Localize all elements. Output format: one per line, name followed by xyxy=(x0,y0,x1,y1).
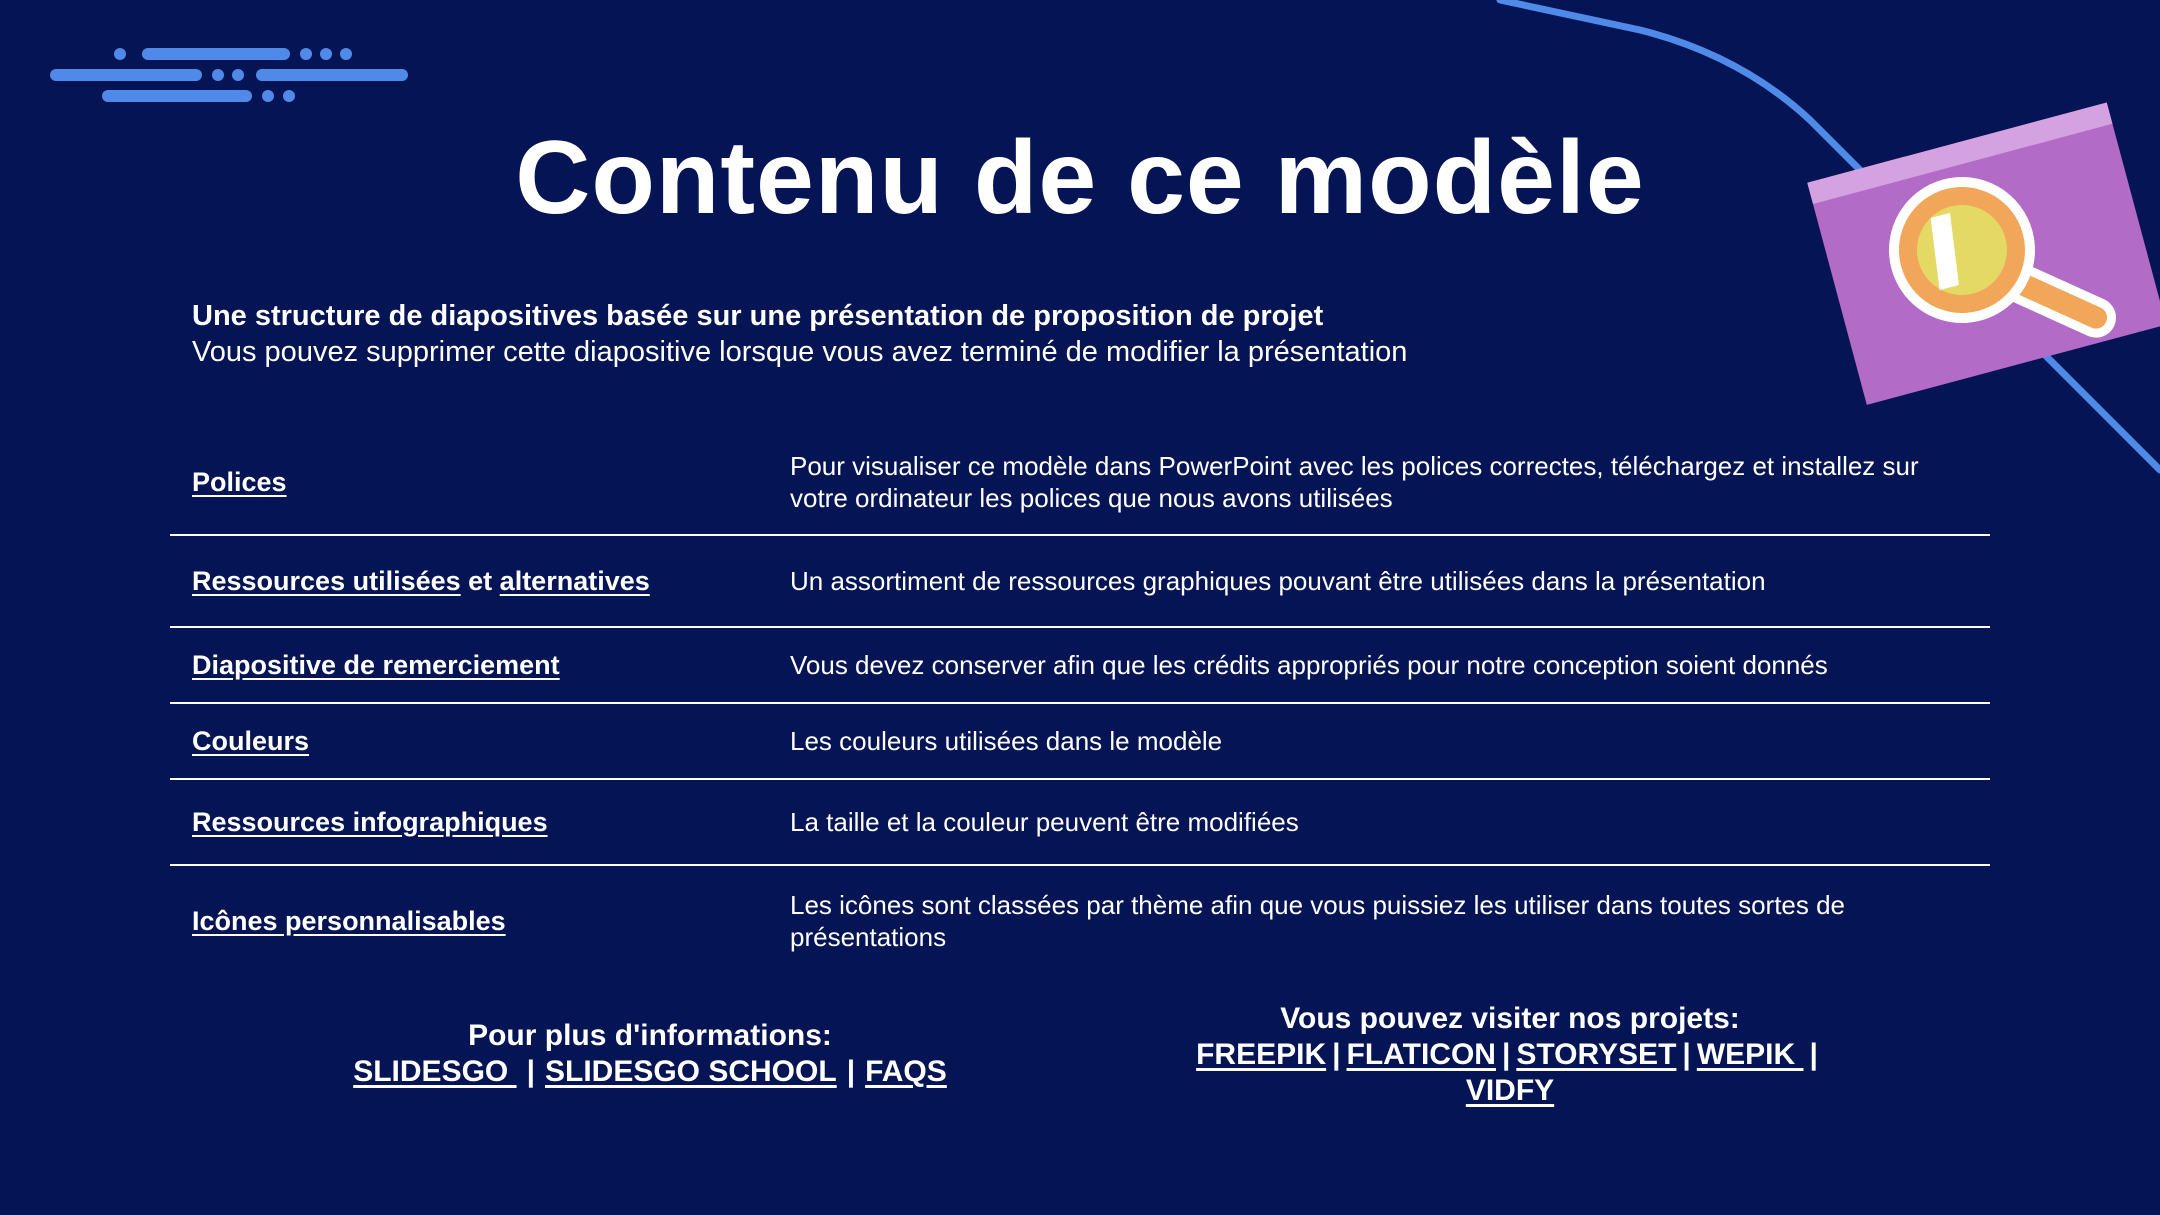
resources-used-link[interactable]: Ressources utilisées xyxy=(192,565,461,596)
row-label xyxy=(170,650,790,681)
thanks-slide-link[interactable]: Diapositive de remerciement xyxy=(192,649,560,680)
row-description: La taille et la couleur peuvent être modifiées xyxy=(790,807,1299,837)
row-description: Pour visualiser ce modèle dans PowerPoint avec les polices correctes, téléchargez et installez sur votre ordinateur les polices que nous avons utilisées xyxy=(790,451,1919,513)
infographic-resources-link[interactable]: Ressources infographiques xyxy=(192,806,548,837)
fonts-link[interactable]: Polices xyxy=(192,466,287,497)
table-row xyxy=(170,536,1990,628)
projects-heading: Vous pouvez visiter nos projets: xyxy=(1280,1002,1740,1035)
projects-links-second-line xyxy=(1130,1073,1890,1109)
link-separator: | xyxy=(526,1055,535,1088)
more-info-heading: Pour plus d'informations: xyxy=(468,1019,832,1052)
custom-icons-link[interactable]: Icônes personnalisables xyxy=(192,905,506,936)
row-description: Les icônes sont classées par thème afin que vous puissiez les utiliser dans toutes sortes de présentations xyxy=(790,890,1846,952)
table-row xyxy=(170,430,1990,536)
row-label xyxy=(170,566,790,597)
content-table xyxy=(170,430,1990,976)
flaticon-link[interactable]: FLATICON xyxy=(1346,1038,1496,1071)
table-row xyxy=(170,780,1990,866)
page-title: Contenu de ce modèle xyxy=(515,120,1645,236)
row-description: Un assortiment de ressources graphiques pouvant être utilisées dans la présentation xyxy=(790,566,1766,596)
colors-link[interactable]: Couleurs xyxy=(192,725,310,756)
intro-subtitle: Une structure de diapositives basée sur une présentation de proposition de projet xyxy=(192,300,1324,332)
slidesgo-school-link[interactable]: SLIDESGO SCHOOL xyxy=(544,1055,837,1088)
table-row xyxy=(170,704,1990,780)
table-row xyxy=(170,628,1990,704)
faqs-link[interactable]: FAQS xyxy=(865,1055,947,1088)
intro-text xyxy=(192,298,1407,370)
wepik-link[interactable]: WEPIK xyxy=(1696,1038,1804,1071)
intro-note: Vous pouvez supprimer cette diapositive lorsque vous avez terminé de modifier la présentation xyxy=(192,336,1408,368)
freepik-link[interactable]: FREEPIK xyxy=(1196,1038,1327,1071)
link-separator: | xyxy=(1682,1038,1691,1071)
alternatives-link[interactable]: alternatives xyxy=(499,565,650,596)
row-label xyxy=(170,807,790,838)
row-label xyxy=(170,726,790,757)
row-description: Les couleurs utilisées dans le modèle xyxy=(790,726,1223,756)
storyset-link[interactable]: STORYSET xyxy=(1516,1038,1677,1071)
dashes-decoration-icon xyxy=(50,48,408,102)
more-info-footer xyxy=(300,1018,1000,1090)
row-label-conjunction: et xyxy=(460,565,500,596)
link-separator: | xyxy=(1501,1038,1511,1071)
row-description: Vous devez conserver afin que les crédits appropriés pour notre conception soient donnés xyxy=(790,650,1828,680)
link-separator: | xyxy=(1809,1038,1818,1071)
projects-links xyxy=(1130,1037,1890,1073)
more-info-links xyxy=(300,1054,1000,1090)
projects-footer xyxy=(1130,1001,1890,1109)
link-separator: | xyxy=(1332,1038,1341,1071)
table-row xyxy=(170,866,1990,976)
row-label xyxy=(170,906,790,937)
slidesgo-link[interactable]: SLIDESGO xyxy=(353,1055,517,1088)
vidfy-link[interactable]: VIDFY xyxy=(1465,1074,1555,1107)
row-label xyxy=(170,467,790,498)
link-separator: | xyxy=(846,1055,856,1088)
